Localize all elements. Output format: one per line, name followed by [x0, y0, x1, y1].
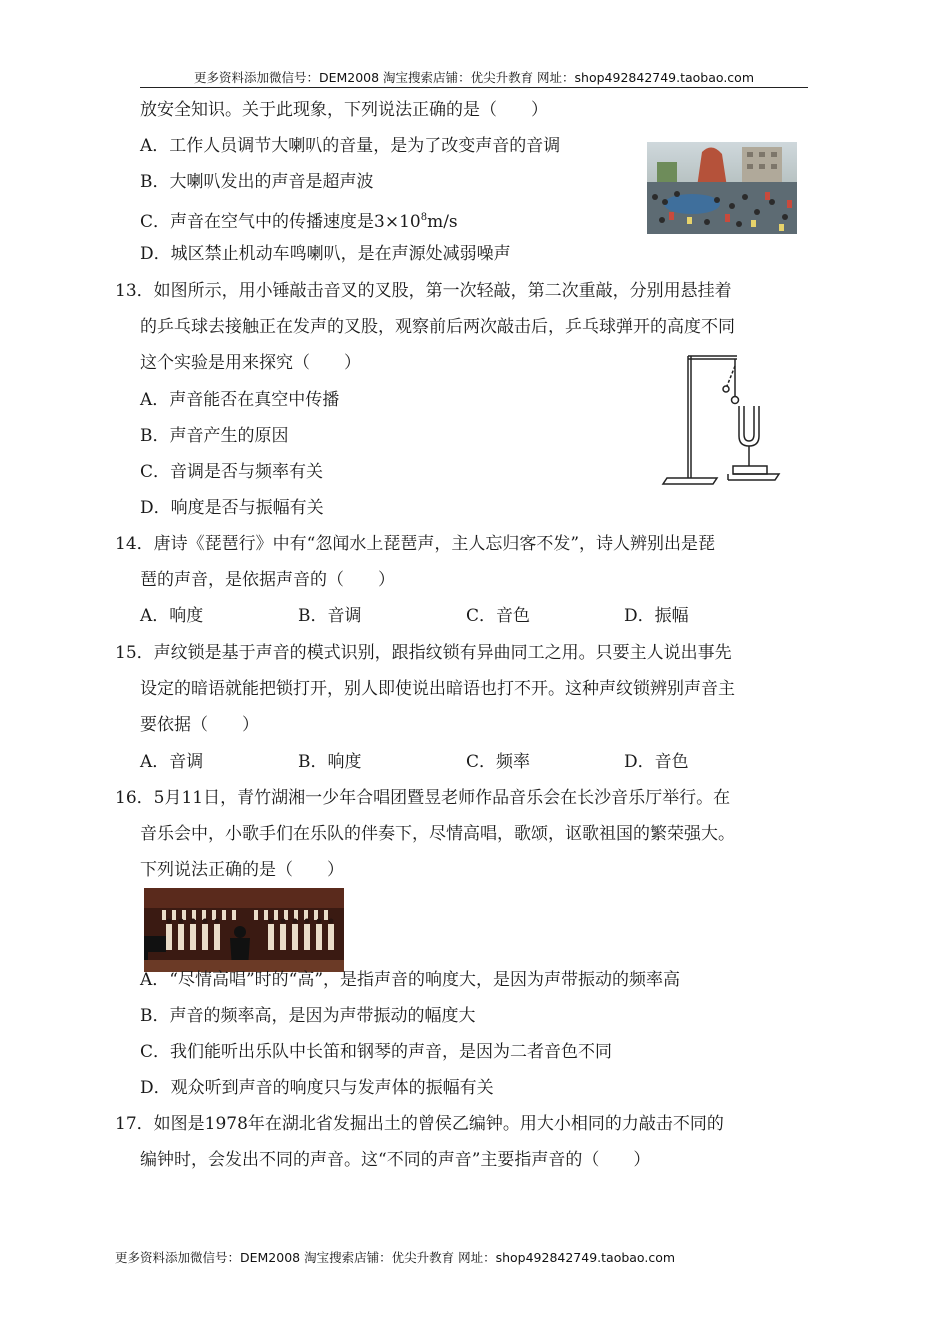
- page-header: 更多资料添加微信号：DEM2008 淘宝搜索店铺：优尖升教育 网址：shop492842749.taobao.com: [193, 70, 755, 85]
- q17-stem-line-2: 编钟时，会发出不同的声音。这“不同的声音”主要指声音的（ ）: [140, 1150, 651, 1170]
- q14-stem-line-2: 琶的声音，是依据声音的（ ）: [140, 570, 395, 590]
- q15-stem-line-2: 设定的暗语就能把锁打开，别人即使说出暗语也打不开。这种声纹锁辨别声音主: [140, 679, 735, 699]
- q16-stem-line-1: 16．5月11日，青竹湖湘一少年合唱团暨昱老师作品音乐会在长沙音乐厅举行。在: [115, 788, 731, 808]
- q16-option-a: A．“尽情高唱”时的“高”，是指声音的响度大，是因为声带振动的频率高: [140, 970, 681, 990]
- q14-stem-line-1: 14．唐诗《琵琶行》中有“忽闻水上琵琶声，主人忘归客不发”，诗人辨别出是琵: [115, 534, 716, 554]
- q14-option-c: C．音色: [466, 606, 531, 626]
- q12-option-c-text: C．声音在空气中的传播速度是3×10: [140, 212, 421, 232]
- q15-option-c: C．频率: [466, 752, 531, 772]
- tuning-fork-diagram: [655, 348, 790, 488]
- q13-option-c: C．音调是否与频率有关: [140, 462, 324, 482]
- q12-stem-tail: 放安全知识。关于此现象，下列说法正确的是（ ）: [140, 100, 548, 120]
- q13-stem-line-1: 13．如图所示，用小锤敲击音叉的叉股，第一次轻敲，第二次重敲，分别用悬挂着: [115, 281, 732, 301]
- q15-option-d: D．音色: [624, 752, 689, 772]
- q13-stem-line-3: 这个实验是用来探究（ ）: [140, 353, 361, 373]
- q16-option-b: B．声音的频率高，是因为声带振动的幅度大: [140, 1006, 476, 1026]
- q13-option-d: D．响度是否与振幅有关: [140, 498, 324, 518]
- q12-option-d: D．城区禁止机动车鸣喇叭，是在声源处减弱噪声: [140, 244, 511, 264]
- q17-stem-line-1: 17．如图是1978年在湖北省发掘出土的曾侯乙编钟。用大小相同的力敲击不同的: [115, 1114, 724, 1134]
- q12-option-b: B．大喇叭发出的声音是超声波: [140, 172, 374, 192]
- q16-stem-line-3: 下列说法正确的是（ ）: [140, 860, 344, 880]
- q12-option-c: [140, 206, 458, 234]
- q13-stem-line-2: 的乒乓球去接触正在发声的叉股，观察前后两次敲击后，乒乓球弹开的高度不同: [140, 317, 735, 337]
- q12-option-c-exponent: 8: [420, 212, 428, 223]
- q15-option-b: B．响度: [298, 752, 362, 772]
- q14-option-b: B．音调: [298, 606, 362, 626]
- page-footer: 更多资料添加微信号：DEM2008 淘宝搜索店铺：优尖升教育 网址：shop492842749.taobao.com: [115, 1250, 676, 1265]
- q13-option-a: A．声音能否在真空中传播: [140, 390, 340, 410]
- q16-stem-line-2: 音乐会中，小歌手们在乐队的伴奏下，尽情高唱，歌颂，讴歌祖国的繁荣强大。: [140, 824, 735, 844]
- q13-option-b: B．声音产生的原因: [140, 426, 289, 446]
- q15-stem-line-1: 15．声纹锁是基于声音的模式识别，跟指纹锁有异曲同工之用。只要主人说出事先: [115, 643, 732, 663]
- header-divider: [140, 87, 808, 88]
- q14-option-d: D．振幅: [624, 606, 689, 626]
- crowd-photo: [647, 142, 797, 234]
- q16-option-c: C．我们能听出乐队中长笛和钢琴的声音，是因为二者音色不同: [140, 1042, 613, 1062]
- q15-option-a: A．音调: [140, 752, 204, 772]
- q16-option-d: D．观众听到声音的响度只与发声体的振幅有关: [140, 1078, 494, 1098]
- q12-option-a: A．工作人员调节大喇叭的音量，是为了改变声音的音调: [140, 136, 561, 156]
- q14-option-a: A．响度: [140, 606, 204, 626]
- q15-stem-line-3: 要依据（ ）: [140, 715, 259, 735]
- choir-concert-photo: [144, 888, 344, 972]
- q12-option-c-unit: m/s: [427, 212, 458, 232]
